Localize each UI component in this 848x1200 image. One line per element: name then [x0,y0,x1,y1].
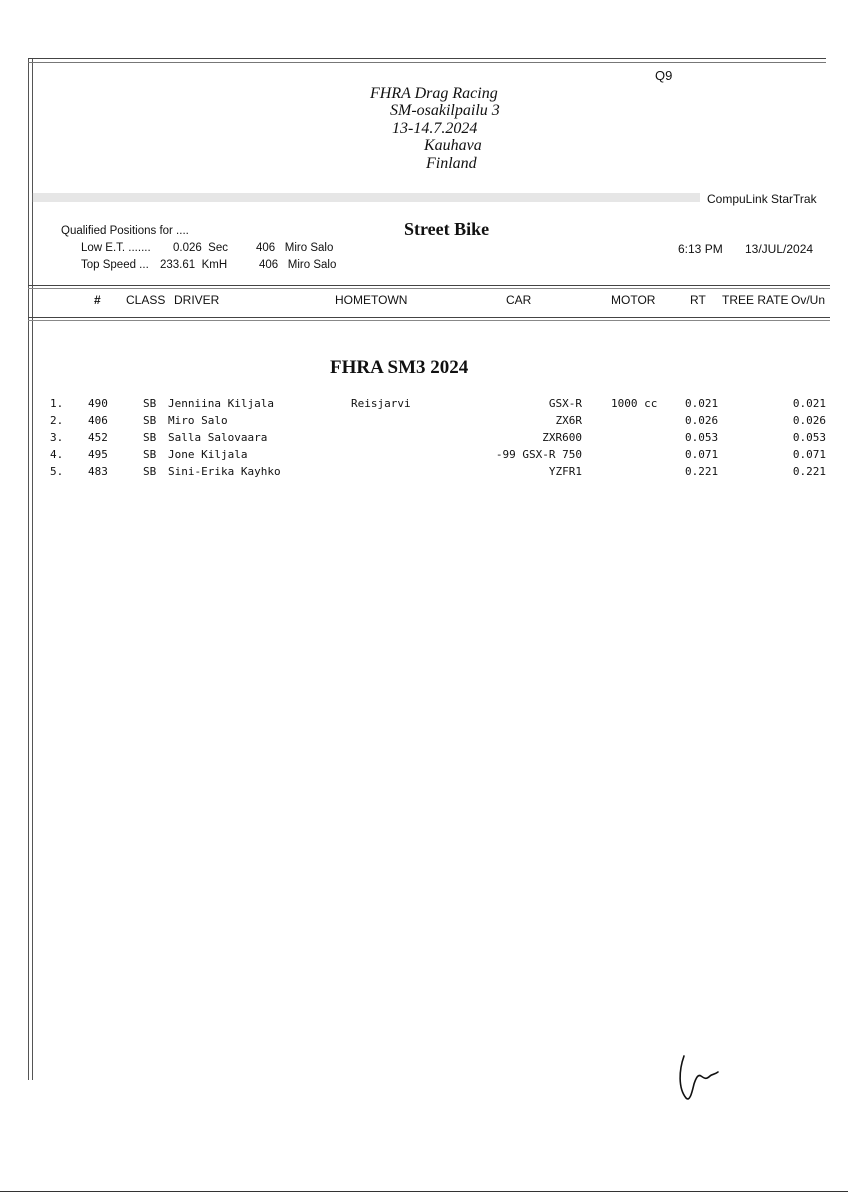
row-driver: Jenniina Kiljala [168,397,274,410]
event-city: Kauhava [424,137,482,154]
bottom-rule [0,1191,848,1192]
top-speed-label: Top Speed ... [81,259,149,271]
col-motor: MOTOR [611,293,656,307]
event-dates: 13-14.7.2024 [392,120,478,137]
row-ovun: 0.026 [792,414,826,427]
event-title: FHRA Drag Racing [370,85,498,102]
header-rule-bottom-2 [28,320,830,321]
system-name: CompuLink StarTrak [707,192,817,206]
top-rule-2 [28,62,826,63]
col-rt: RT [690,293,706,307]
report-time: 6:13 PM [678,242,723,256]
row-ovun: 0.071 [792,448,826,461]
row-number: 495 [88,448,108,461]
row-position: 3. [50,431,64,444]
row-rt: 0.053 [685,431,719,444]
left-border [28,58,29,1080]
page-code: Q9 [655,68,673,83]
header-rule-top-2 [28,288,830,289]
row-ovun: 0.021 [792,397,826,410]
low-et-value: 0.026 Sec [173,242,228,254]
row-car: -99 GSX-R 750 [495,448,582,461]
row-rt: 0.021 [685,397,719,410]
row-driver: Miro Salo [168,414,228,427]
row-class: SB [143,448,157,461]
divider-band [32,193,700,202]
col-hometown: HOMETOWN [335,293,408,307]
low-et-driver: 406 Miro Salo [256,242,334,254]
top-speed-driver: 406 Miro Salo [259,259,337,271]
col-num: # [94,293,101,307]
table-row [0,448,848,465]
top-speed-value: 233.61 KmH [160,259,228,271]
row-number: 406 [88,414,108,427]
row-rt: 0.071 [685,448,719,461]
row-class: SB [143,465,157,478]
row-class: SB [143,397,157,410]
row-number: 483 [88,465,108,478]
report-date: 13/JUL/2024 [745,242,814,256]
row-car: GSX-R [548,397,582,410]
row-rt: 0.221 [685,465,719,478]
col-class: CLASS [126,293,166,307]
row-position: 2. [50,414,64,427]
row-position: 5. [50,465,64,478]
row-rt: 0.026 [685,414,719,427]
table-row [0,465,848,482]
header-rule-top [28,285,830,286]
signature [674,1050,734,1110]
row-motor: 1000 cc [611,397,658,410]
row-hometown: Reisjarvi [351,397,411,410]
col-car: CAR [506,293,532,307]
row-driver: Jone Kiljala [168,448,248,461]
row-position: 4. [50,448,64,461]
row-car: ZXR600 [542,431,582,444]
row-number: 490 [88,397,108,410]
row-class: SB [143,431,157,444]
row-car: ZX6R [555,414,582,427]
event-country: Finland [426,155,477,172]
low-et-label: Low E.T. ....... [81,242,151,254]
col-ovun: Ov/Un [791,293,826,307]
left-border-inner [32,58,33,1080]
top-rule [28,58,826,59]
row-position: 1. [50,397,64,410]
section-title: FHRA SM3 2024 [330,357,469,378]
row-driver: Salla Salovaara [168,431,268,444]
col-tree-rate: TREE RATE [722,293,789,307]
table-row [0,414,848,431]
row-driver: Sini-Erika Kayhko [168,465,281,478]
row-class: SB [143,414,157,427]
row-ovun: 0.221 [792,465,826,478]
header-rule-bottom [28,317,830,318]
class-title: Street Bike [404,219,490,239]
table-row [0,397,848,414]
event-round: SM-osakilpailu 3 [390,102,500,119]
table-row [0,431,848,448]
row-ovun: 0.053 [792,431,826,444]
row-number: 452 [88,431,108,444]
row-car: YZFR1 [548,465,582,478]
col-driver: DRIVER [174,293,220,307]
qualified-label: Qualified Positions for .... [61,225,189,237]
